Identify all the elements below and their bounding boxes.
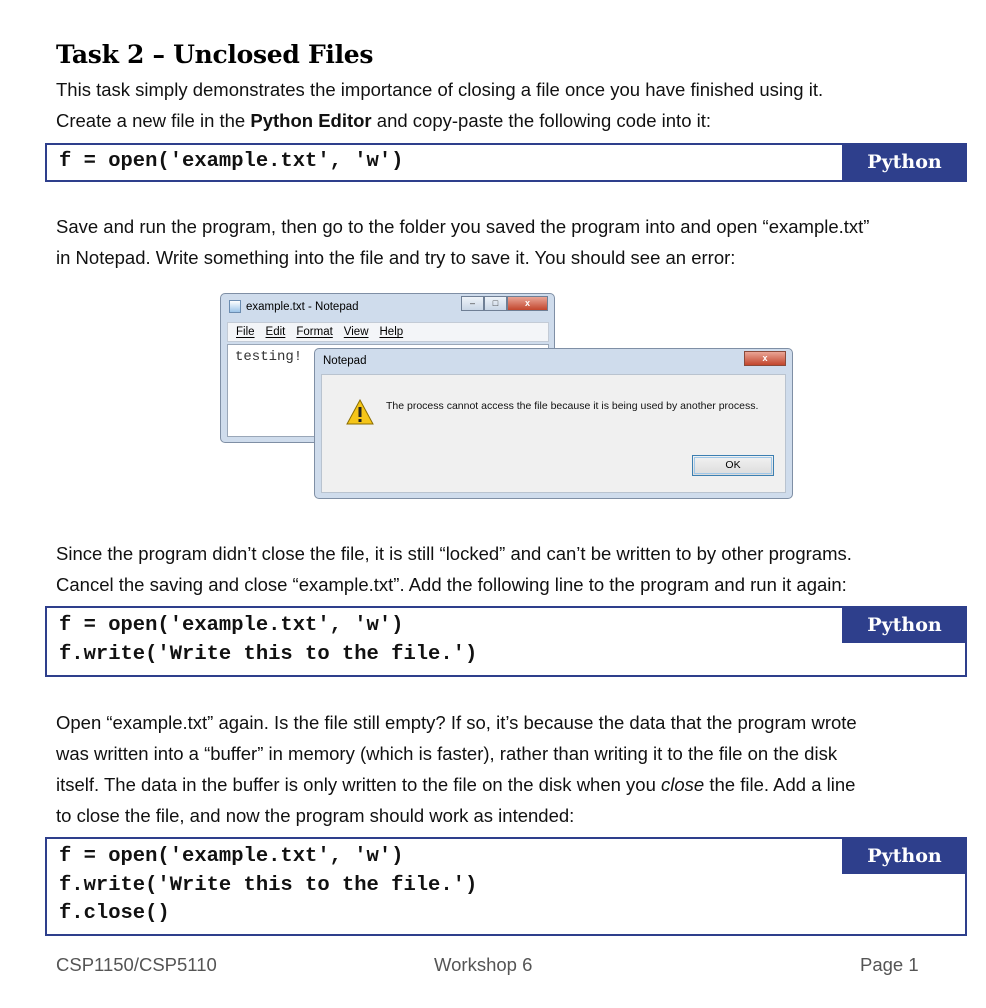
- code-block-2: [45, 606, 967, 677]
- footer-page-number: Page 1: [860, 954, 919, 975]
- code-block-3: [45, 837, 967, 936]
- para4-line-4: to close the file, and now the program should work as intended:: [56, 805, 575, 826]
- para4-line-3: [56, 769, 958, 800]
- menu-file[interactable]: File: [236, 326, 255, 338]
- code-line: f.write('Write this to the file.'): [59, 642, 478, 666]
- code-line: f = open('example.txt', 'w'): [59, 614, 404, 637]
- para3-line-2: Cancel the saving and close “example.txt”. Add the following line to the program and run it again:: [56, 574, 847, 595]
- window-controls: [461, 296, 548, 311]
- python-label: Python: [842, 143, 967, 180]
- intro-paragraph: [56, 74, 958, 136]
- menu-edit[interactable]: Edit: [265, 326, 286, 338]
- ok-button[interactable]: OK: [692, 455, 774, 476]
- dialog-close-icon[interactable]: x: [744, 351, 786, 366]
- notepad-titlebar: [229, 300, 359, 313]
- paragraph-3: [56, 538, 958, 600]
- code-line: f.write('Write this to the file.'): [59, 873, 478, 897]
- para4-line-1: Open “example.txt” again. Is the file still empty? If so, it’s because the data that the program wrote: [56, 712, 857, 733]
- notepad-menubar: [227, 322, 549, 342]
- intro-line-1: This task simply demonstrates the importance of closing a file once you have finished using it.: [56, 79, 824, 100]
- error-screenshot: [220, 293, 795, 501]
- code-line: f.close(): [59, 902, 170, 925]
- minimize-icon[interactable]: –: [461, 296, 484, 311]
- maximize-icon[interactable]: □: [484, 296, 507, 311]
- notepad-icon: [229, 300, 241, 313]
- notepad-content: testing!: [235, 349, 303, 365]
- para4-text-end: the file. Add a line: [704, 774, 856, 795]
- paragraph-4: [56, 707, 958, 831]
- intro-text-end: and copy-paste the following code into it:: [371, 110, 712, 131]
- menu-help[interactable]: Help: [379, 326, 404, 338]
- menu-view[interactable]: View: [343, 326, 369, 338]
- para2-line-2: in Notepad. Write something into the file and try to save it. You should see an error:: [56, 247, 736, 268]
- python-editor-bold: Python Editor: [250, 110, 372, 131]
- menu-format[interactable]: Format: [296, 326, 333, 338]
- error-dialog: [314, 348, 793, 499]
- notepad-title: example.txt - Notepad: [246, 300, 359, 313]
- dialog-body: [321, 374, 786, 493]
- paragraph-2: [56, 211, 958, 273]
- footer-workshop: Workshop 6: [434, 954, 533, 975]
- para3-line-1: Since the program didn’t close the file, it is still “locked” and can’t be written to by other programs.: [56, 543, 852, 564]
- python-label: Python: [842, 837, 967, 874]
- task-title: Task 2 – Unclosed Files: [56, 40, 374, 69]
- close-icon[interactable]: x: [507, 296, 548, 311]
- dialog-message: The process cannot access the file because it is being used by another process.: [386, 400, 759, 412]
- intro-text: Create a new file in the: [56, 110, 251, 131]
- footer-course-code: CSP1150/CSP5110: [56, 954, 217, 975]
- close-italic: close: [661, 774, 705, 795]
- dialog-title: Notepad: [323, 355, 367, 367]
- intro-line-2: [56, 105, 958, 136]
- code-block-1: [45, 143, 967, 182]
- para4-line-2: was written into a “buffer” in memory (which is faster), rather than writing it to the file on the disk: [56, 743, 838, 764]
- para2-line-1: Save and run the program, then go to the folder you saved the program into and open “example.txt”: [56, 216, 870, 237]
- code-line: f = open('example.txt', 'w'): [59, 845, 404, 868]
- python-label: Python: [842, 606, 967, 643]
- code-line: f = open('example.txt', 'w'): [59, 150, 404, 173]
- warning-icon: [346, 399, 374, 425]
- para4-text: itself. The data in the buffer is only written to the file on the disk when you: [56, 774, 662, 795]
